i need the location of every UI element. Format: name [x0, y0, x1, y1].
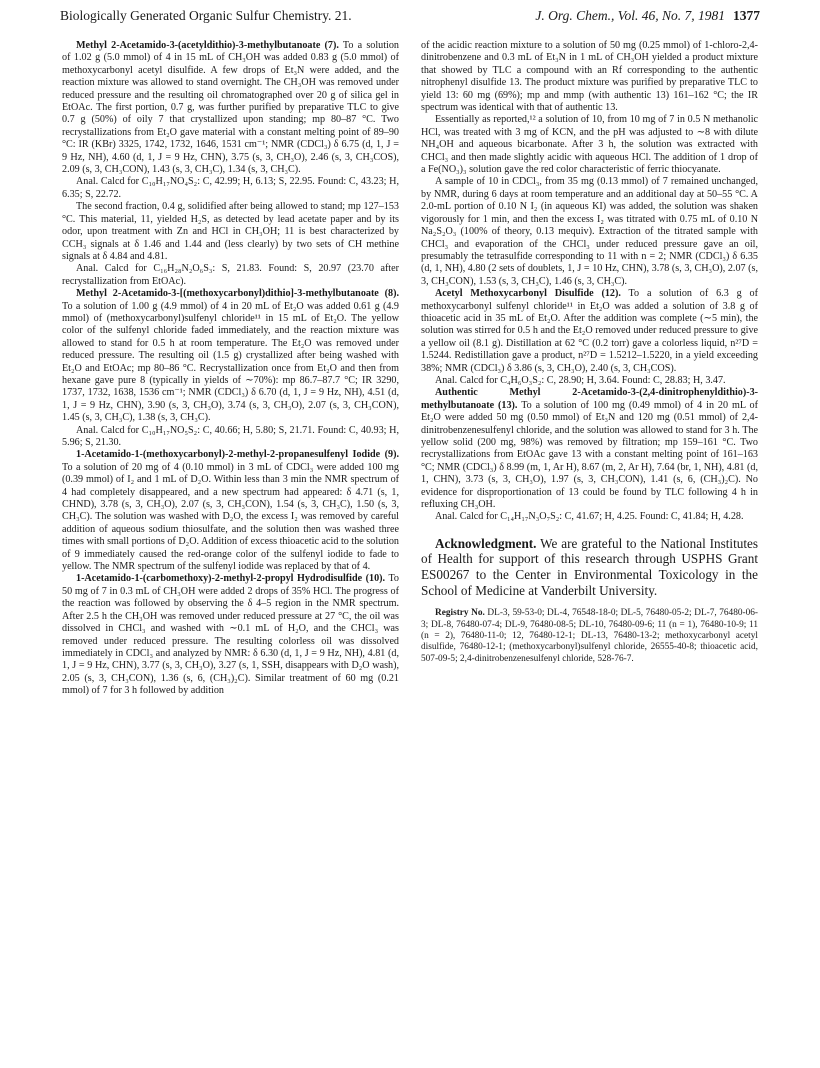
paragraph-text: To a solution of 100 mg (0.49 mmol) of 4 in 20 mL of Et₂O were added 50 mg (0.50 mmol) of Et₃N and 120 mg (0.51 mmol) of 2,4-dinitrobenzenesulfenyl chloride, and the solution was allowed to stand for 3 h. The yellow solid (200 mg, 98%) was removed by filtration; mp 159–161 °C. Two recrystallizations from EtOAc gave 13 with a constant melting point of 161–163 °C; NMR (CDCl₃) δ 8.99 (m, 1, Ar H), 8.67 (m, 2, Ar H), 7.64 (br, 1, NH), 4.81 (d, 1, CHN), 3.73 (s, 3, CH₃O), 1.97 (s, 3, CH₃CON), 1.41 (s, 6, (CH₃)₂C). No evidence for disproportionation of 13 could be found by TLC following 4 h in refluxing CH₃OH.	[421, 399, 758, 511]
paragraph-heading: Acetyl Methoxycarbonyl Disulfide (12).	[435, 288, 621, 300]
paragraph	[421, 511, 758, 523]
paragraph	[62, 263, 399, 288]
paragraph-text: To a solution of 20 mg of 4 (0.10 mmol) in 3 mL of CDCl₃ were added 100 mg (0.39 mmol) of I₂ and 1 mL of D₂O. Within less than 3 min the NMR spectrum of 4 had completely disappeared, and a new spectrum had appeared: δ 4.71 (s, 1, CHND), 3.78 (s, 3, CH₃O), 2.07 (s, 3, CH₃CON), 1.54 (s, 3, CH₃C), 1.50 (s, 3, CH₃C). The solution was washed with D₂O, the excess I₂ was removed by careful addition of aqueous sodium thiosulfate, and the solution then was washed three times with small portions of D₂O. Addition of excess thioacetic acid to the solution of 9 immediately caused the red-orange color of the sulfenyl iodide to fade to yellow. The NMR spectrum of the sulfenyl iodide was replaced by that of 4.	[62, 461, 399, 573]
paragraph-text: To a solution of 1.02 g (5.0 mmol) of 4 in 15 mL of CH₃OH was added 0.83 g (5.0 mmol) of methoxycarbonyl acetyl disulfide. A few drops of Et₃N were added, and the reaction mixture was allowed to stand overnight. The CH₃OH was removed under reduced pressure and the resulting oil chromatographed over 20 g of silica gel in EtOAc. The first portion, 0.7 g, was further purified by preparative TLC to give 0.7 g (50%) of oily 7 that crystallized upon standing; mp 80–87 °C. Two recrystallizations from Et₂O gave material with a constant melting point of 89–90 °C: IR (KBr) 3325, 1742, 1732, 1646, 1531 cm⁻¹; NMR (CDCl₃) δ 6.75 (d, 1, J = 9 Hz, NH), 4.60 (d, 1, J = 9 Hz, CHN), 3.75 (s, 3, CH₃O), 2.46 (s, 3, CH₃COS), 2.09 (s, 3, CH₃CON), 1.43 (s, 3, CH₃C), 1.34 (s, 3, CH₃C).	[62, 40, 399, 176]
paragraph-heading: Methyl 2-Acetamido-3-(acetyldithio)-3-methylbutanoate (7).	[76, 40, 339, 51]
paragraph-heading: Methyl 2-Acetamido-3-[(methoxycarbonyl)dithio]-3-methylbutanoate (8).	[76, 288, 399, 300]
paragraph-text: To a solution of 1.00 g (4.9 mmol) of 4 in 20 mL of Et₂O was added 0.61 g (4.9 mmol) of (methoxycarbonyl)sulfenyl chloride¹¹ in 15 mL of Et₂O. The yellow color of the sulfenyl chloride faded immediately, and the reaction mixture was allowed to stand for 0.5 h at room temperature. The Et₂O was removed under reduced pressure. The resulting oil (1.5 g) crystallized after being washed with Et₂O and EtOAc; mp 80–86 °C. Recrystallization once from Et₂O and then from hexane gave pure 8 (typically in yields of ∼70%): mp 86.7–87.7 °C; IR 3290, 1737, 1732, 1638, 1536 cm⁻¹; NMR (CDCl₃) δ 6.70 (d, 1, J = 9 Hz, NH), 4.51 (d, 1, J = 9 Hz, CHN), 3.90 (s, 3, CH₃O), 3.74 (s, 3, CH₃O), 2.07 (s, 3, CH₃CON), 1.45 (s, 3, CH₃C), 1.38 (s, 3, CH₃C).	[62, 300, 399, 424]
acknowledgment-heading: Acknowledgment.	[435, 535, 537, 551]
paragraph-text: To a solution of 6.3 g of methoxycarbonyl sulfenyl chloride¹¹ in Et₂O was added a solution of 3.8 g of thioacetic acid in 35 mL of Et₂O. After the addition was complete (∼5 min), the solution was stirred for 0.5 h and the Et₂O removed under reduced pressure to give a yellow oil (8.1 g). Distillation at 62 °C (0.2 torr) gave a colorless liquid, n²⁷D = 1.5244. Redistillation gave a product, n²⁷D = 1.5212–1.5220, in a yield exceeding 38%; NMR (CDCl₃) δ 3.86 (s, 3, CH₃O), 2.40 (s, 3, CH₃COS).	[421, 288, 758, 374]
acknowledgment	[421, 536, 758, 598]
paragraph-heading: Authentic Methyl 2-Acetamido-3-(2,4-dinitrophenyldithio)-3-methylbutanoate (13).	[421, 387, 758, 411]
registry-numbers	[421, 608, 758, 665]
paragraph	[421, 176, 758, 288]
paragraph	[62, 573, 399, 697]
paragraph	[421, 114, 758, 176]
paragraph	[62, 176, 399, 201]
paragraph	[421, 288, 758, 375]
page-header	[60, 8, 760, 28]
paragraph-heading: 1-Acetamido-1-(carbomethoxy)-2-methyl-2-propyl Hydrodisulfide (10).	[76, 573, 386, 585]
page-number: 1377	[733, 8, 760, 23]
paragraph	[62, 288, 399, 424]
journal-name: J. Org. Chem., Vol. 46, No. 7, 1981	[535, 8, 725, 23]
paragraph-heading: 1-Acetamido-1-(methoxycarbonyl)-2-methyl-2-propanesulfenyl Iodide (9).	[76, 449, 399, 461]
registry-heading: Registry No.	[435, 608, 485, 619]
paragraph-text: Anal. Calcd for C₁₆H₂₈N₂O₆S₃: S, 21.83. Found: S, 20.97 (23.70 after recrystallization from EtOAc).	[62, 263, 399, 287]
paragraph-text: of the acidic reaction mixture to a solution of 50 mg (0.25 mmol) of 1-chloro-2,4-dinitrobenzene and 0.3 mL of Et₃N in 1 mL of CH₃OH yielded a product mixture that showed by TLC a compound with an Rf corresponding to the authentic nitrophenyl disulfide 13. The product mixture was purified by preparative TLC to yield 13: 60 mg (69%); mp and mmp (with authentic 13) 161–162 °C; the IR spectrum was identical with that of authentic 13.	[421, 40, 758, 114]
paragraph	[421, 387, 758, 511]
paragraph	[421, 40, 758, 114]
registry-text: DL-3, 59-53-0; DL-4, 76548-18-0; DL-5, 76480-05-2; DL-7, 76480-06-3; DL-8, 76480-07-4; DL-9, 76480-08-5; DL-10, 76480-09-6; 11 (n = 1), 76480-10-9; 11 (n = 2), 76480-11-0; 12, 76480-12-1; DL-13, 76480-13-2; methoxycarbonyl acetyl disulfide, 76480-12-1; (methoxycarbonyl)sulfenyl chloride, 26555-40-8; thioacetic acid, 507-09-5; 2,4-dinitrobenzenesulfenyl chloride, 528-76-7.	[421, 608, 758, 664]
paragraph	[62, 40, 399, 176]
running-title: Biologically Generated Organic Sulfur Chemistry. 21.	[60, 8, 352, 23]
acknowledgment-text: We are grateful to the National Institutes of Health for support of this research through USPHS Grant ES00267 to the Center in Environmental Toxicology in the School of Medicine at Vanderbilt University.	[421, 535, 759, 598]
paragraph	[62, 425, 399, 450]
paragraph	[62, 201, 399, 263]
paragraph-text: Anal. Calcd for C₄H₆O₃S₂: C, 28.90; H, 3.64. Found: C, 28.83; H, 3.47.	[435, 374, 726, 386]
paragraph-text: A sample of 10 in CDCl₃, from 35 mg (0.13 mmol) of 7 remained unchanged, by NMR, during 6 days at room temperature and an additional day at 50–55 °C. A 2.0-mL portion of 0.10 N I₂ (in aqueous KI) was added, the solution was shaken vigorously for 1 min, and then the excess I₂ was titrated with 0.75 mL of 0.10 N Na₂S₂O₃ (100% of theory, 0.13 mequiv). Extraction of the titrated sample with CHCl₃ and evaporation of the CHCl₃ under reduced pressure gave an oil, presumably the tetrasulfide corresponding to 11 with n = 2; NMR (CDCl₃) δ 6.35 (d, 1, NH), 4.80 (2 sets of doublets, 1, J = 10 Hz, CHN), 3.78 (s, 3, CH₃O), 2.07 (s, 3, CH₃CON), 1.53 (s, 3, CH₃C), 1.46 (s, 3, CH₃C).	[421, 176, 758, 287]
paragraph-text: Anal. Calcd for C₁₄H₁₇N₃O₇S₂: C, 41.67; H, 4.25. Found: C, 41.84; H, 4.28.	[435, 511, 744, 523]
paragraph-text: The second fraction, 0.4 g, solidified after being allowed to stand; mp 127–153 °C. This material, 11, yielded H₂S, as detected by lead acetate paper and by its odor, upon treatment with Zn and HCl in CH₃OH; 11 is best characterized by CCH₃ signals at δ 1.46 and 1.44 and (less clearly) by two sets of CH methine signals at δ 4.84 and 4.81.	[62, 201, 399, 262]
right-column	[421, 40, 758, 665]
paragraph-text: To 50 mg of 7 in 0.3 mL of CH₃OH were added 2 drops of 35% HCl. The progress of the reaction was followed by observing the δ 4–5 region in the NMR spectrum. After 2.5 h the CH₃OH was removed under reduced pressure at 27 °C, the oil was dissolved in CHCl₃ and washed with ∼0.1 mL of H₂O, and the CHCl₃ was removed under reduced pressure. The resulting colorless oil was dissolved immediately in CDCl₃ and analyzed by NMR: δ 6.30 (d, 1, J = 9 Hz, NH), 4.81 (d, 1, J = 9 Hz, CHN), 3.77 (s, 3, CH₃O), 3.27 (s, 1, SSH, disappears with D₂O wash), 2.05 (s, 3, CH₃CON), 1.36 (s, 6, (CH₃)₂C). Similar treatment of 60 mg (0.21 mmol) of 7 for 3 h followed by addition	[62, 573, 399, 697]
journal-citation	[535, 8, 760, 24]
right-column-paragraphs	[421, 40, 758, 524]
paragraph	[421, 375, 758, 387]
paragraph-text: Anal. Calcd for C₁₀H₁₇NO₅S₂: C, 40.66; H, 5.80; S, 21.71. Found: C, 40.93; H, 5.96; S, 21.30.	[62, 424, 399, 448]
paragraph	[62, 449, 399, 573]
left-column	[62, 40, 399, 698]
paragraph-text: Essentially as reported,¹² a solution of 10, from 10 mg of 7 in 0.5 N methanolic HCl, was treated with 3 mg of KCN, and the pH was adjusted to ∼8 with dilute NH₄OH and aqueous bicarbonate. After 3 h, the solution was extracted with CHCl₃ and then made slightly acidic with aqueous HCl. The addition of 1 drop of a Fe(NO₃)₃ solution gave the red color characteristic of ferric thiocyanate.	[421, 114, 758, 176]
paragraph-text: Anal. Calcd for C₁₀H₁₇NO₄S₂: C, 42.99; H, 6.13; S, 22.95. Found: C, 43.23; H, 6.35; S, 22.72.	[62, 176, 399, 200]
